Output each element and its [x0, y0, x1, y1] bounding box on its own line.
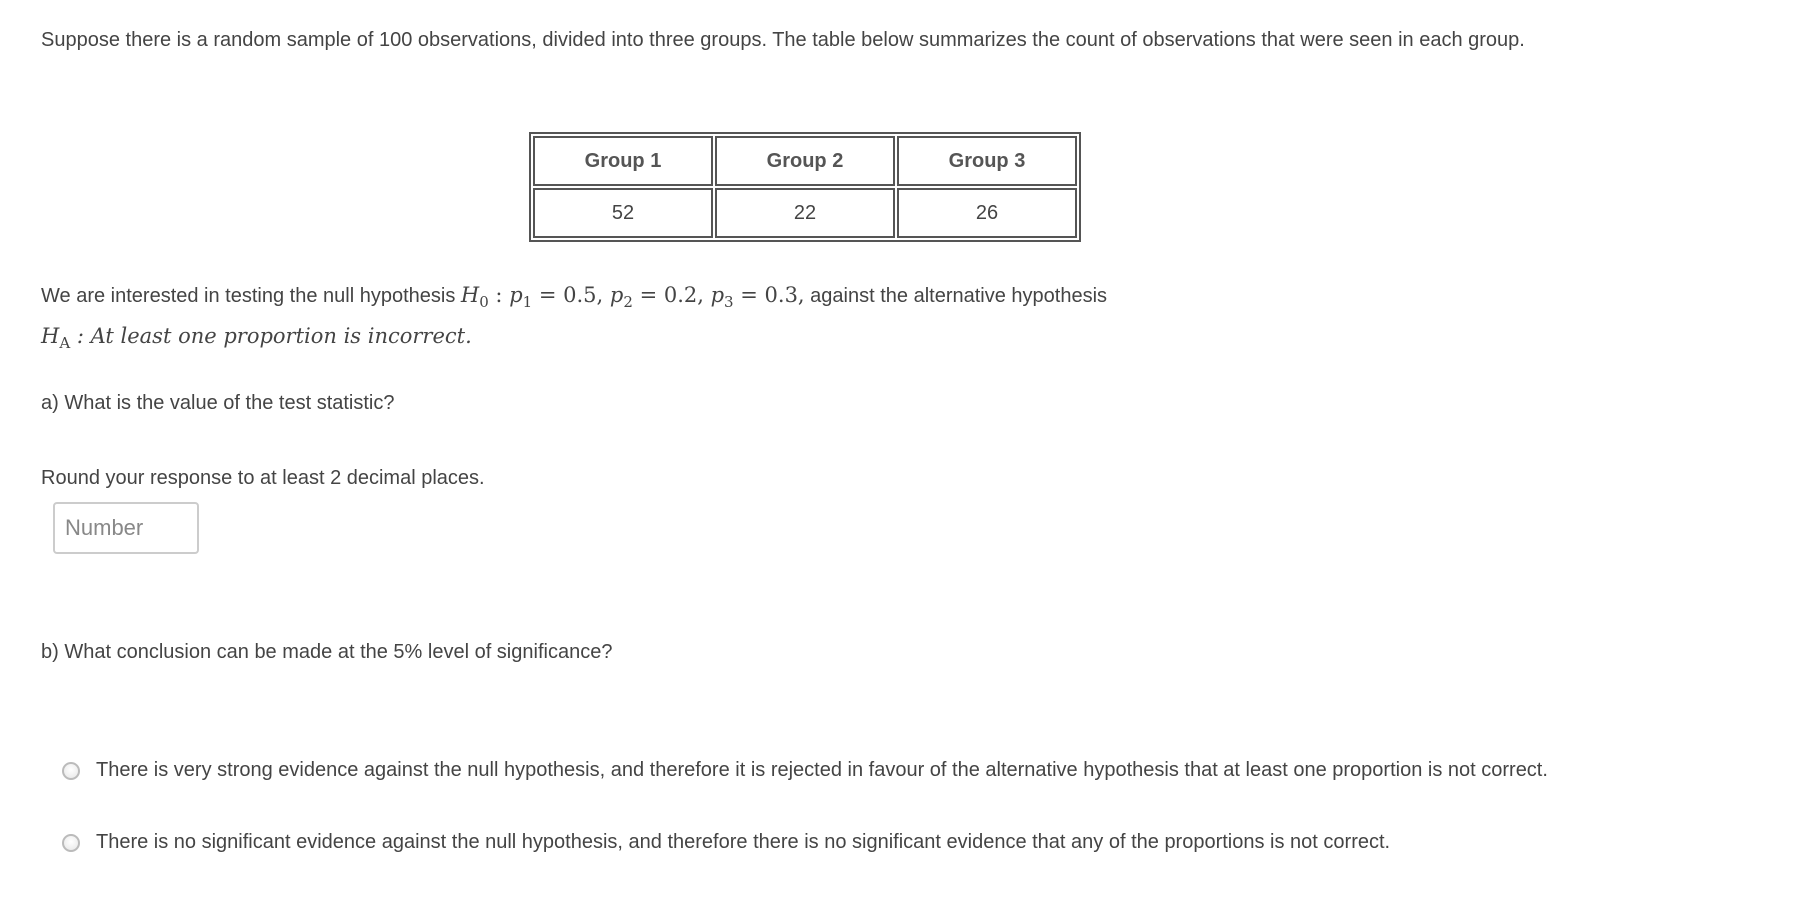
p2-value: = 0.2, — [632, 283, 711, 307]
hypothesis-prefix: We are interested in testing the null hypothesis — [41, 285, 461, 307]
header-group-2: Group 2 — [715, 136, 895, 186]
hypothesis-statement: We are interested in testing the null hypothesis $H_0$ : $p_1 = 0.5$, $p_2 = 0.2$, $p_3 = 0.3$, against the alternative hypothesis $H_A$ : At least one proportion is incorrect. — [41, 283, 1108, 353]
header-group-1: Group 1 — [533, 136, 713, 186]
table-header-row — [533, 136, 1077, 186]
radio-button[interactable] — [62, 834, 80, 852]
alt-hypothesis-text: : At least one proportion is incorrect. — [70, 324, 472, 349]
round-instruction: Round your response to at least 2 decimal places. — [41, 467, 485, 489]
count-group-3: 26 — [897, 188, 1077, 238]
question-a-label: a) What is the value of the test statistic? — [41, 392, 395, 414]
intro-text: Suppose there is a random sample of 100 observations, divided into three groups. The table below summarizes the count of observations that were seen in each group. — [41, 29, 1525, 51]
p2-symbol: $p_2$ — [609, 283, 633, 312]
test-statistic-input[interactable] — [53, 502, 199, 554]
p3-symbol: $p_3$ — [710, 283, 734, 312]
header-group-3: Group 3 — [897, 136, 1077, 186]
option-label: There is no significant evidence against the null hypothesis, and therefore there is no significant evidence that any of the proportions is not correct. — [96, 831, 1391, 853]
count-group-2: 22 — [715, 188, 895, 238]
alt-hypothesis-symbol: $H_A$ — [41, 324, 71, 353]
radio-button[interactable] — [62, 762, 80, 780]
count-group-1: 52 — [533, 188, 713, 238]
p3-value: = 0.3, — [733, 283, 805, 307]
option-label: There is very strong evidence against the null hypothesis, and therefore it is rejected in favour of the alternative hypothesis that at least one proportion is not correct. — [96, 759, 1548, 781]
hypothesis-suffix: against the alternative hypothesis — [804, 285, 1108, 307]
table-row — [533, 188, 1077, 238]
p1-symbol: $p_1$ — [509, 283, 533, 312]
option-fail-to-reject[interactable] — [62, 827, 1562, 858]
question-b-label: b) What conclusion can be made at the 5% level of significance? — [41, 641, 613, 663]
p1-value: = 0.5, — [532, 283, 610, 307]
null-hypothesis-symbol: $H_0$ — [460, 283, 489, 312]
group-counts-table — [529, 132, 1081, 242]
option-reject-null[interactable] — [62, 755, 1562, 786]
